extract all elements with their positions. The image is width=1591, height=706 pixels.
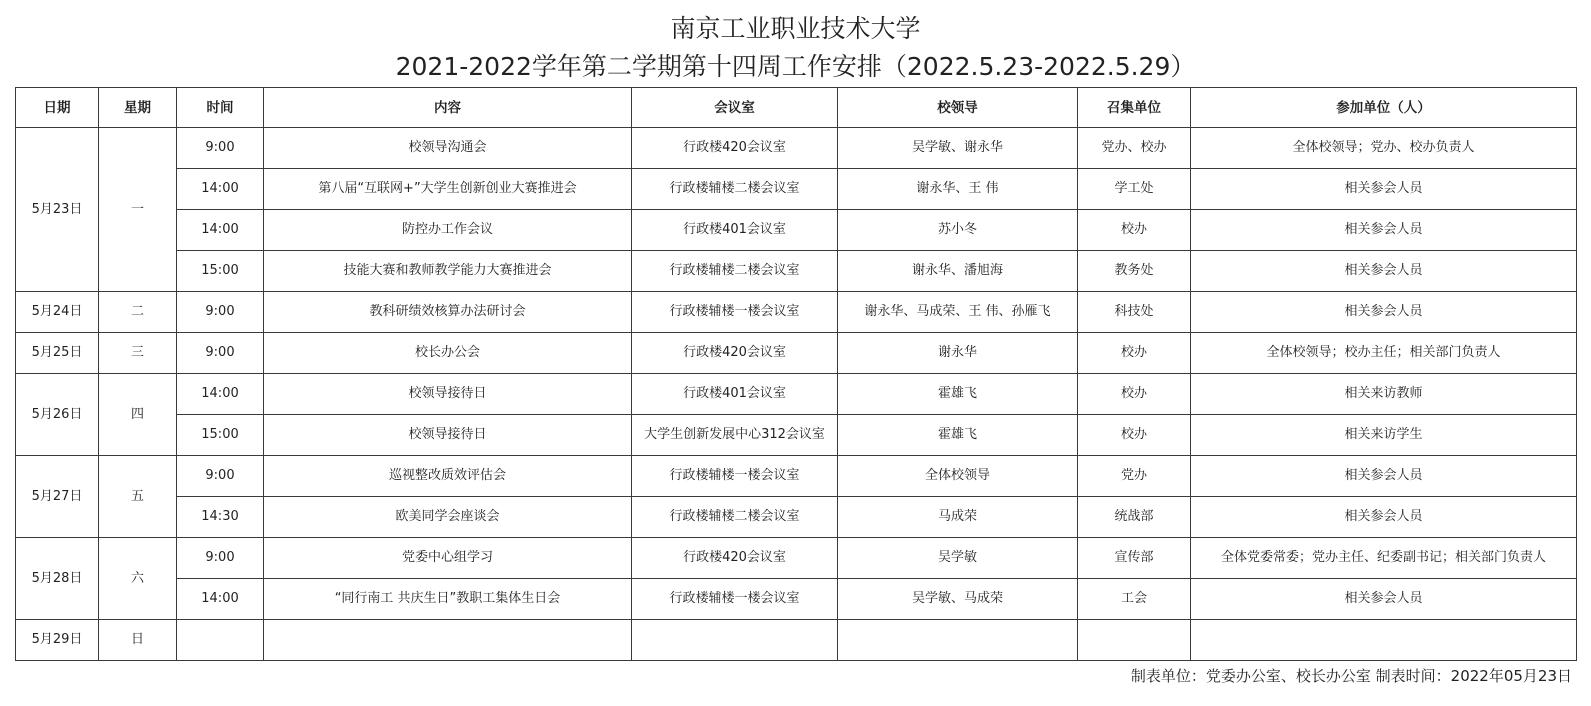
participants-cell: 相关来访学生 xyxy=(1191,415,1577,456)
leaders-cell: 谢永华 xyxy=(838,333,1078,374)
page-title: 南京工业职业技术大学 xyxy=(670,14,921,43)
table-row xyxy=(16,292,1577,333)
participants-cell: 相关参会人员 xyxy=(1191,210,1577,251)
content-cell: 党委中心组学习 xyxy=(264,538,632,579)
date-cell: 5月29日 xyxy=(16,620,99,661)
table-row xyxy=(16,251,1577,292)
convener-cell: 工会 xyxy=(1078,579,1191,620)
weekday-cell: 日 xyxy=(99,620,177,661)
time-cell: 9:00 xyxy=(177,456,264,497)
column-header: 召集单位 xyxy=(1078,88,1191,128)
room-cell: 行政楼辅楼一楼会议室 xyxy=(632,292,838,333)
table-row xyxy=(16,333,1577,374)
participants-cell: 全体校领导；校办主任；相关部门负责人 xyxy=(1191,333,1577,374)
room-cell: 行政楼420会议室 xyxy=(632,538,838,579)
content-cell: “同行南工 共庆生日”教职工集体生日会 xyxy=(264,579,632,620)
date-cell: 5月23日 xyxy=(16,128,99,292)
header-row xyxy=(16,88,1577,128)
convener-cell: 科技处 xyxy=(1078,292,1191,333)
content-cell: 第八届“互联网+”大学生创新创业大赛推进会 xyxy=(264,169,632,210)
participants-cell: 相关参会人员 xyxy=(1191,169,1577,210)
content-cell: 校领导接待日 xyxy=(264,374,632,415)
weekday-cell: 二 xyxy=(99,292,177,333)
leaders-cell xyxy=(838,620,1078,661)
leaders-cell: 谢永华、潘旭海 xyxy=(838,251,1078,292)
room-cell: 大学生创新发展中心312会议室 xyxy=(632,415,838,456)
schedule-body xyxy=(16,128,1577,661)
content-cell: 技能大赛和教师教学能力大赛推进会 xyxy=(264,251,632,292)
convener-cell xyxy=(1078,620,1191,661)
column-header: 内容 xyxy=(264,88,632,128)
column-header: 星期 xyxy=(99,88,177,128)
leaders-cell: 吴学敏 xyxy=(838,538,1078,579)
room-cell: 行政楼辅楼二楼会议室 xyxy=(632,497,838,538)
time-cell: 9:00 xyxy=(177,538,264,579)
weekday-cell: 一 xyxy=(99,128,177,292)
participants-cell: 相关参会人员 xyxy=(1191,251,1577,292)
column-header: 参加单位（人） xyxy=(1191,88,1577,128)
room-cell: 行政楼辅楼一楼会议室 xyxy=(632,579,838,620)
time-cell: 14:00 xyxy=(177,579,264,620)
date-cell: 5月27日 xyxy=(16,456,99,538)
leaders-cell: 马成荣 xyxy=(838,497,1078,538)
leaders-cell: 谢永华、马成荣、王 伟、孙雁飞 xyxy=(838,292,1078,333)
column-header: 日期 xyxy=(16,88,99,128)
content-cell: 防控办工作会议 xyxy=(264,210,632,251)
time-cell: 9:00 xyxy=(177,333,264,374)
schedule-table xyxy=(15,87,1577,661)
table-row xyxy=(16,169,1577,210)
leaders-cell: 霍雄飞 xyxy=(838,374,1078,415)
convener-cell: 统战部 xyxy=(1078,497,1191,538)
participants-cell: 全体党委常委；党办主任、纪委副书记；相关部门负责人 xyxy=(1191,538,1577,579)
convener-cell: 学工处 xyxy=(1078,169,1191,210)
leaders-cell: 苏小冬 xyxy=(838,210,1078,251)
room-cell: 行政楼401会议室 xyxy=(632,374,838,415)
date-cell: 5月28日 xyxy=(16,538,99,620)
leaders-cell: 吴学敏、马成荣 xyxy=(838,579,1078,620)
room-cell: 行政楼401会议室 xyxy=(632,210,838,251)
column-header: 会议室 xyxy=(632,88,838,128)
room-cell: 行政楼辅楼一楼会议室 xyxy=(632,456,838,497)
time-cell: 9:00 xyxy=(177,128,264,169)
time-cell: 14:00 xyxy=(177,210,264,251)
participants-cell: 全体校领导；党办、校办负责人 xyxy=(1191,128,1577,169)
column-header: 校领导 xyxy=(838,88,1078,128)
leaders-cell: 谢永华、王 伟 xyxy=(838,169,1078,210)
time-cell: 14:30 xyxy=(177,497,264,538)
content-cell: 教科研绩效核算办法研讨会 xyxy=(264,292,632,333)
table-row xyxy=(16,128,1577,169)
convener-cell: 校办 xyxy=(1078,210,1191,251)
content-cell: 校领导沟通会 xyxy=(264,128,632,169)
convener-cell: 党办、校办 xyxy=(1078,128,1191,169)
content-cell: 巡视整改质效评估会 xyxy=(264,456,632,497)
time-cell: 14:00 xyxy=(177,374,264,415)
convener-cell: 校办 xyxy=(1078,415,1191,456)
page-subtitle: 2021-2022学年第二学期第十四周工作安排（2022.5.23-2022.5.29） xyxy=(395,52,1196,81)
time-cell: 15:00 xyxy=(177,251,264,292)
table-row xyxy=(16,579,1577,620)
time-cell: 14:00 xyxy=(177,169,264,210)
room-cell: 行政楼辅楼二楼会议室 xyxy=(632,251,838,292)
table-row xyxy=(16,374,1577,415)
leaders-cell: 霍雄飞 xyxy=(838,415,1078,456)
weekday-cell: 六 xyxy=(99,538,177,620)
participants-cell: 相关参会人员 xyxy=(1191,497,1577,538)
table-row xyxy=(16,415,1577,456)
convener-cell: 校办 xyxy=(1078,374,1191,415)
table-row xyxy=(16,620,1577,661)
leaders-cell: 全体校领导 xyxy=(838,456,1078,497)
room-cell: 行政楼辅楼二楼会议室 xyxy=(632,169,838,210)
participants-cell: 相关参会人员 xyxy=(1191,292,1577,333)
convener-cell: 校办 xyxy=(1078,333,1191,374)
convener-cell: 党办 xyxy=(1078,456,1191,497)
time-cell: 9:00 xyxy=(177,292,264,333)
room-cell: 行政楼420会议室 xyxy=(632,333,838,374)
time-cell: 15:00 xyxy=(177,415,264,456)
convener-cell: 教务处 xyxy=(1078,251,1191,292)
time-cell xyxy=(177,620,264,661)
weekday-cell: 三 xyxy=(99,333,177,374)
table-row xyxy=(16,210,1577,251)
participants-cell: 相关来访教师 xyxy=(1191,374,1577,415)
column-header: 时间 xyxy=(177,88,264,128)
date-cell: 5月24日 xyxy=(16,292,99,333)
leaders-cell: 吴学敏、谢永华 xyxy=(838,128,1078,169)
convener-cell: 宣传部 xyxy=(1078,538,1191,579)
content-cell: 校领导接待日 xyxy=(264,415,632,456)
table-row xyxy=(16,538,1577,579)
weekday-cell: 四 xyxy=(99,374,177,456)
participants-cell: 相关参会人员 xyxy=(1191,456,1577,497)
weekday-cell: 五 xyxy=(99,456,177,538)
content-cell xyxy=(264,620,632,661)
participants-cell xyxy=(1191,620,1577,661)
room-cell: 行政楼420会议室 xyxy=(632,128,838,169)
date-cell: 5月26日 xyxy=(16,374,99,456)
table-row xyxy=(16,456,1577,497)
room-cell xyxy=(632,620,838,661)
date-cell: 5月25日 xyxy=(16,333,99,374)
content-cell: 校长办公会 xyxy=(264,333,632,374)
participants-cell: 相关参会人员 xyxy=(1191,579,1577,620)
table-row xyxy=(16,497,1577,538)
content-cell: 欧美同学会座谈会 xyxy=(264,497,632,538)
footer-note: 制表单位：党委办公室、校长办公室 制表时间：2022年05月23日 xyxy=(1130,667,1572,685)
